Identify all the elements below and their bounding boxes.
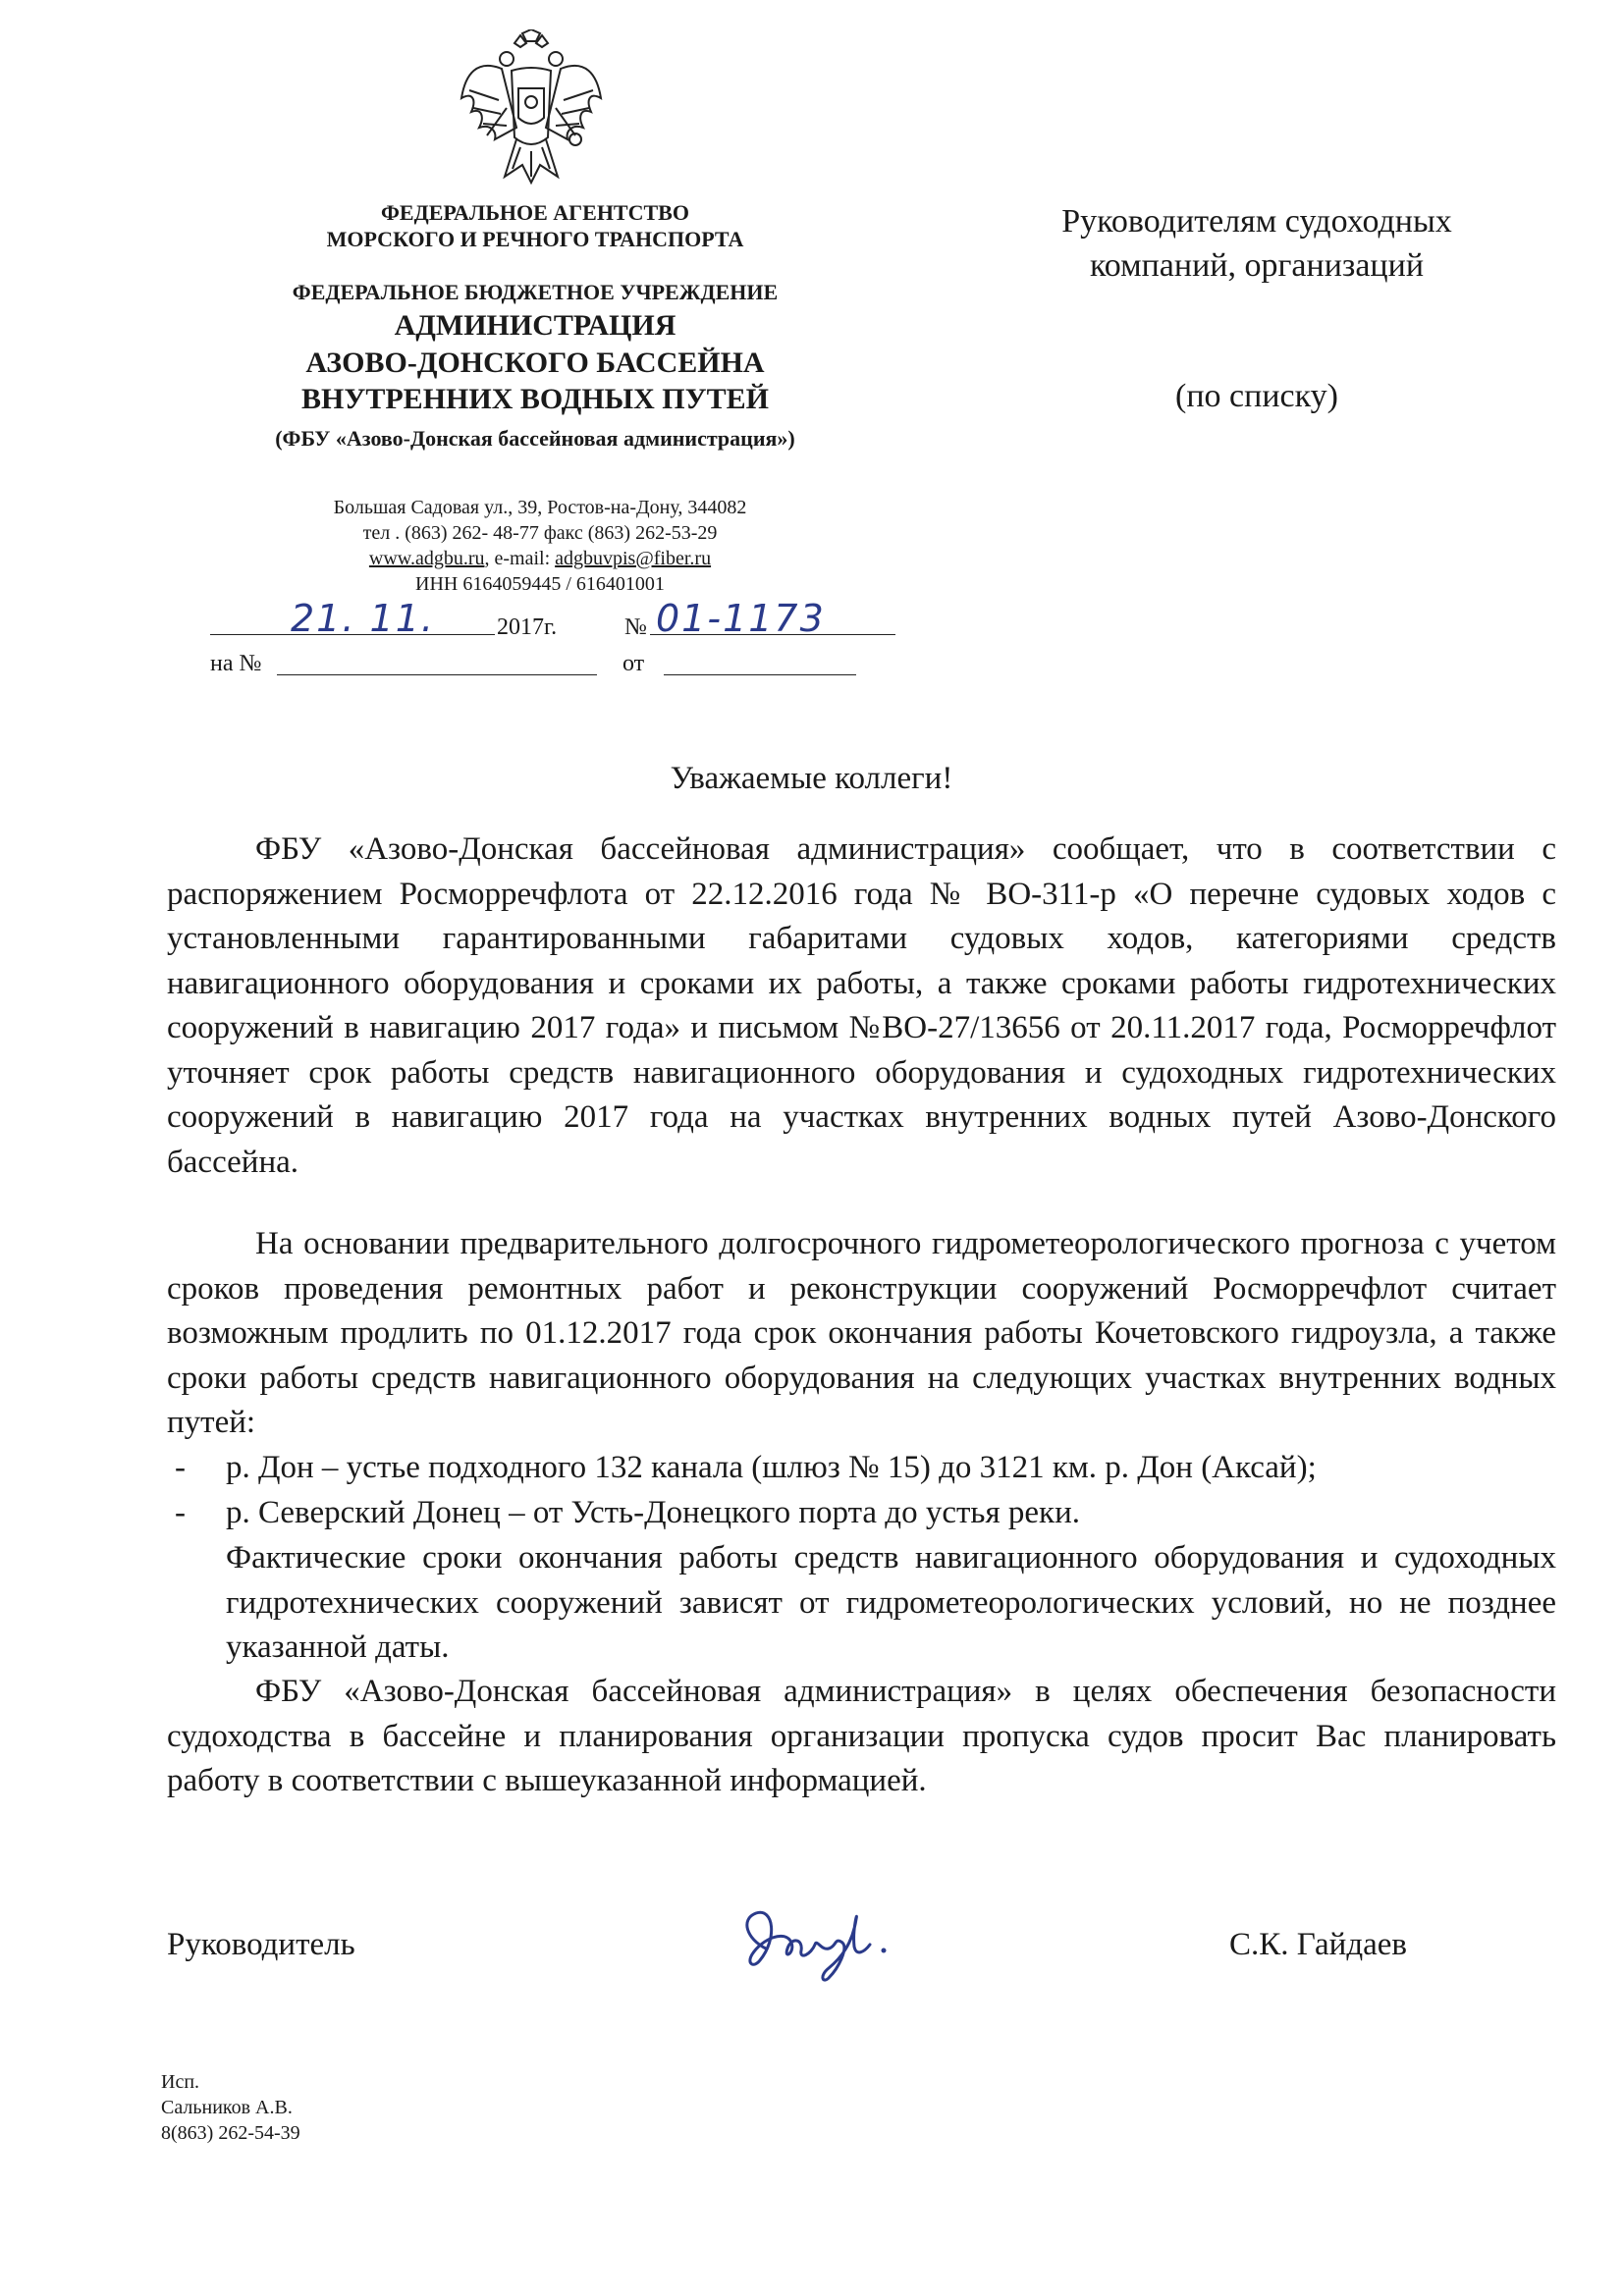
web-email bbox=[265, 547, 815, 570]
list-item-text: р. Северский Донец – от Усть-Донецкого порта до устья реки. bbox=[226, 1494, 1080, 1530]
handwritten-number: 01-1173 bbox=[656, 597, 826, 640]
from-label: от bbox=[622, 651, 645, 676]
phone-fax: тел . (863) 262- 48-77 факс (863) 262-53-29 bbox=[362, 522, 718, 544]
inn: ИНН 6164059445 / 616401001 bbox=[415, 573, 665, 595]
institution-type: ФЕДЕРАЛЬНОЕ БЮДЖЕТНОЕ УЧРЕЖДЕНИЕ bbox=[292, 280, 779, 304]
waterway-list bbox=[167, 1446, 1556, 1535]
website-link[interactable]: www.adgbu.ru bbox=[368, 548, 485, 569]
greeting: Уважаемые коллеги! bbox=[670, 761, 953, 796]
administration-short-name: (ФБУ «Азово-Донская бассейновая администрация») bbox=[275, 426, 795, 451]
signatory-name: С.К. Гайдаев bbox=[1229, 1927, 1408, 1962]
from-underline bbox=[664, 674, 856, 675]
list-item-text: р. Дон – устье подходного 132 канала (шлюз № 15) до 3121 км. р. Дон (Аксай); bbox=[226, 1450, 1317, 1485]
recipient-line1: Руководителям судоходных bbox=[1061, 203, 1452, 240]
recipient-line2: компаний, организаций bbox=[1089, 247, 1425, 284]
recipient-block bbox=[982, 199, 1532, 288]
list-item bbox=[167, 1446, 1556, 1491]
list-item-marker: - bbox=[175, 1450, 186, 1485]
list-item-marker: - bbox=[175, 1494, 186, 1530]
agency-name-line2: МОРСКОГО И РЕЧНОГО ТРАНСПОРТА bbox=[326, 227, 744, 251]
list-item bbox=[167, 1491, 1556, 1536]
executor-name: Сальников А.В. bbox=[161, 2097, 293, 2118]
body-paragraph-1: ФБУ «Азово-Донская бассейновая администрация» сообщает, что в соответствии с распоряжением Росморречфлота от 22.12.2016 года № ВО-311-р «О перечне судовых ходов с установленными гарантированными габаритами судовых ходов, категориями средств навигационного оборудования и сроками их работы, а также сроками работы гидротехнических сооружений в навигацию 2017 года» и письмом №ВО-27/13656 от 20.11.2017 года, Росморречфлот уточняет срок работы средств навигационного оборудования и судоходных гидротехнических сооружений в навигацию 2017 года на участках внутренних водных путей Азово-Донского бассейна. bbox=[167, 831, 1556, 1180]
email-label: , e-mail: bbox=[484, 548, 556, 569]
body-paragraph-3: Фактические сроки окончания работы средств навигационного оборудования и судоходных гидротехнических сооружений зависят от гидрометеорологических условий, но не позднее указанной даты. bbox=[226, 1540, 1556, 1665]
body-paragraph-4: ФБУ «Азово-Донская бассейновая администрация» в целях обеспечения безопасности судоходства в бассейне и планирования организации пропуска судов просит Вас планировать работу в соответствии с вышеуказанной информацией. bbox=[167, 1674, 1556, 1798]
on-number-label: на № bbox=[210, 651, 262, 676]
number-label: № bbox=[624, 614, 647, 640]
email-link[interactable]: adgbuvpis@fiber.ru bbox=[555, 548, 712, 569]
recipient-by-list: (по списку) bbox=[1175, 378, 1338, 414]
handwritten-date: 21. 11. bbox=[291, 597, 435, 640]
agency-name-line1: ФЕДЕРАЛЬНОЕ АГЕНТСТВО bbox=[381, 200, 689, 225]
executor-phone: 8(863) 262-54-39 bbox=[161, 2122, 300, 2144]
administration-name-line3: ВНУТРЕННИХ ВОДНЫХ ПУТЕЙ bbox=[300, 383, 770, 415]
handwritten-signature bbox=[727, 1899, 962, 1988]
on-number-underline bbox=[277, 674, 597, 675]
year-suffix: 2017г. bbox=[497, 614, 558, 640]
administration-name-line2: АЗОВО-ДОНСКОГО БАССЕЙНА bbox=[305, 347, 765, 379]
signatory-role: Руководитель bbox=[167, 1927, 355, 1962]
administration-name-line1: АДМИНИСТРАЦИЯ bbox=[394, 309, 676, 342]
body-paragraph-2: На основании предварительного долгосрочного гидрометеорологического прогноза с учетом сроков проведения ремонтных работ и реконструкции сооружений Росморречфлот считает возможным продлить по 01.12.2017 года срок окончания работы Кочетовского гидроузла, а также сроки работы средств навигационного оборудования на следующих участках внутренних водных путей: bbox=[167, 1226, 1556, 1440]
coat-of-arms-emblem bbox=[458, 29, 605, 187]
executor-label: Исп. bbox=[161, 2071, 200, 2093]
address: Большая Садовая ул., 39, Ростов-на-Дону, 344082 bbox=[333, 497, 747, 518]
